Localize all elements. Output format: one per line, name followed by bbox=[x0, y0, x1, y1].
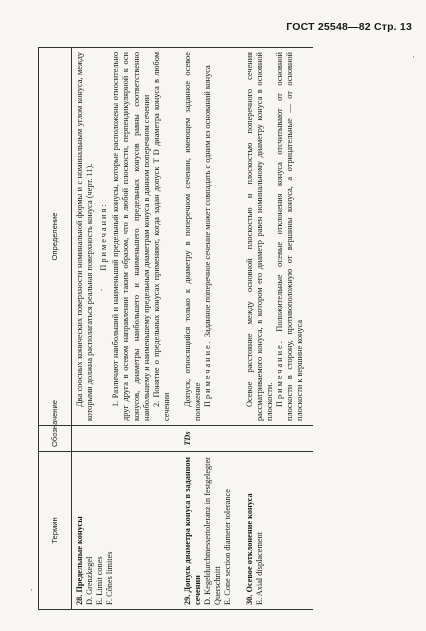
scan-mark: · bbox=[412, 52, 415, 62]
term-translation: E. Cone section diameter tolerance bbox=[223, 489, 233, 605]
term-translation: E. Axial displacement bbox=[254, 531, 264, 605]
note-text: Положительные осевые отклонения конуса отсчитывают от основной плоскости в сторону, противоположную от вершины конуса, а отрицательные — от основной плоскости к вершине конуса bbox=[274, 52, 305, 421]
column-header-symbol: Обозначение bbox=[39, 426, 72, 452]
scan-mark: · bbox=[100, 285, 103, 295]
term-number: 30. bbox=[244, 594, 254, 605]
note-heading: Примечание. bbox=[274, 339, 284, 407]
rotated-table-stage bbox=[38, 48, 400, 610]
term-cell bbox=[72, 452, 180, 610]
definition-text: Два соосных конических поверхности номинальной формы и с номинальным углом конуса, между которыми должна располагаться реальная поверхность конуса (черт. 11). bbox=[75, 52, 95, 421]
term-title: Допуск диаметра конуса в заданном сечении bbox=[182, 456, 203, 605]
column-header-definition: Определение bbox=[39, 48, 72, 426]
table-row bbox=[180, 48, 242, 610]
table-header-row bbox=[39, 48, 72, 610]
definition-cell bbox=[180, 48, 242, 426]
term-title: Осевое отклонение конуса bbox=[244, 493, 254, 593]
note-text: Заданное поперечное сечение может совпадать с одним из оснований конуса bbox=[203, 65, 213, 338]
term-cell bbox=[180, 452, 242, 610]
rotated-table bbox=[38, 48, 400, 610]
definition-text: Осевое расстояние между основной плоскостью и плоскостью поперечного сечения рассматриваемого конуса, в котором его диаметр равен номинальному диаметру конуса в основной плоскости. bbox=[244, 52, 274, 421]
note-heading: Примечание. bbox=[203, 339, 213, 407]
definition-text: Допуск, относящийся только к диаметру в поперечном сечении, имеющем заданное осевое положение bbox=[182, 52, 203, 421]
note-heading: Примечания: bbox=[99, 202, 109, 271]
terms-table bbox=[38, 47, 313, 610]
table-row bbox=[72, 48, 180, 610]
table-row bbox=[242, 48, 314, 610]
term-translation: D. Kegeldurchmessertoleranz in festgelegter Querschnitt bbox=[203, 457, 223, 605]
page-header: ГОСТ 25548—82 Стр. 13 bbox=[286, 21, 412, 33]
definition-cell bbox=[72, 48, 180, 426]
note-text: 2. Понятие о предельных конусах применяют, когда задан допуск T D диаметра конуса в любом сечении bbox=[151, 52, 171, 421]
term-translation: D. Grenzkegel bbox=[85, 556, 95, 605]
term-number: 29. bbox=[182, 594, 192, 605]
term-number: 28. bbox=[75, 594, 84, 605]
term-cell bbox=[242, 452, 314, 610]
term-translation: E. Limit cones bbox=[95, 556, 105, 605]
note-block bbox=[203, 52, 213, 421]
definition-cell bbox=[242, 48, 314, 426]
note-block bbox=[275, 52, 305, 421]
symbol-cell bbox=[242, 426, 314, 452]
note-text: 1. Различают наибольший и наименьший предельный конусы, которые расположены относительно друг друга в осевом направлении таким образом, что в любой плоскости, перпендикулярной к оси конусов, диаметры наибольшего и наименьшего предельных конусов равны соответственно наибольшему и наименьшему предельным диаметрам конуса в данном поперечном сечении bbox=[111, 52, 151, 421]
scan-mark: · bbox=[30, 585, 33, 595]
column-header-term: Термин bbox=[39, 452, 72, 610]
symbol-cell: TDs bbox=[180, 426, 242, 452]
term-translation: F. Cônes limites bbox=[105, 551, 115, 605]
symbol-cell bbox=[72, 426, 180, 452]
term-title: Предельные конусы bbox=[75, 516, 84, 593]
